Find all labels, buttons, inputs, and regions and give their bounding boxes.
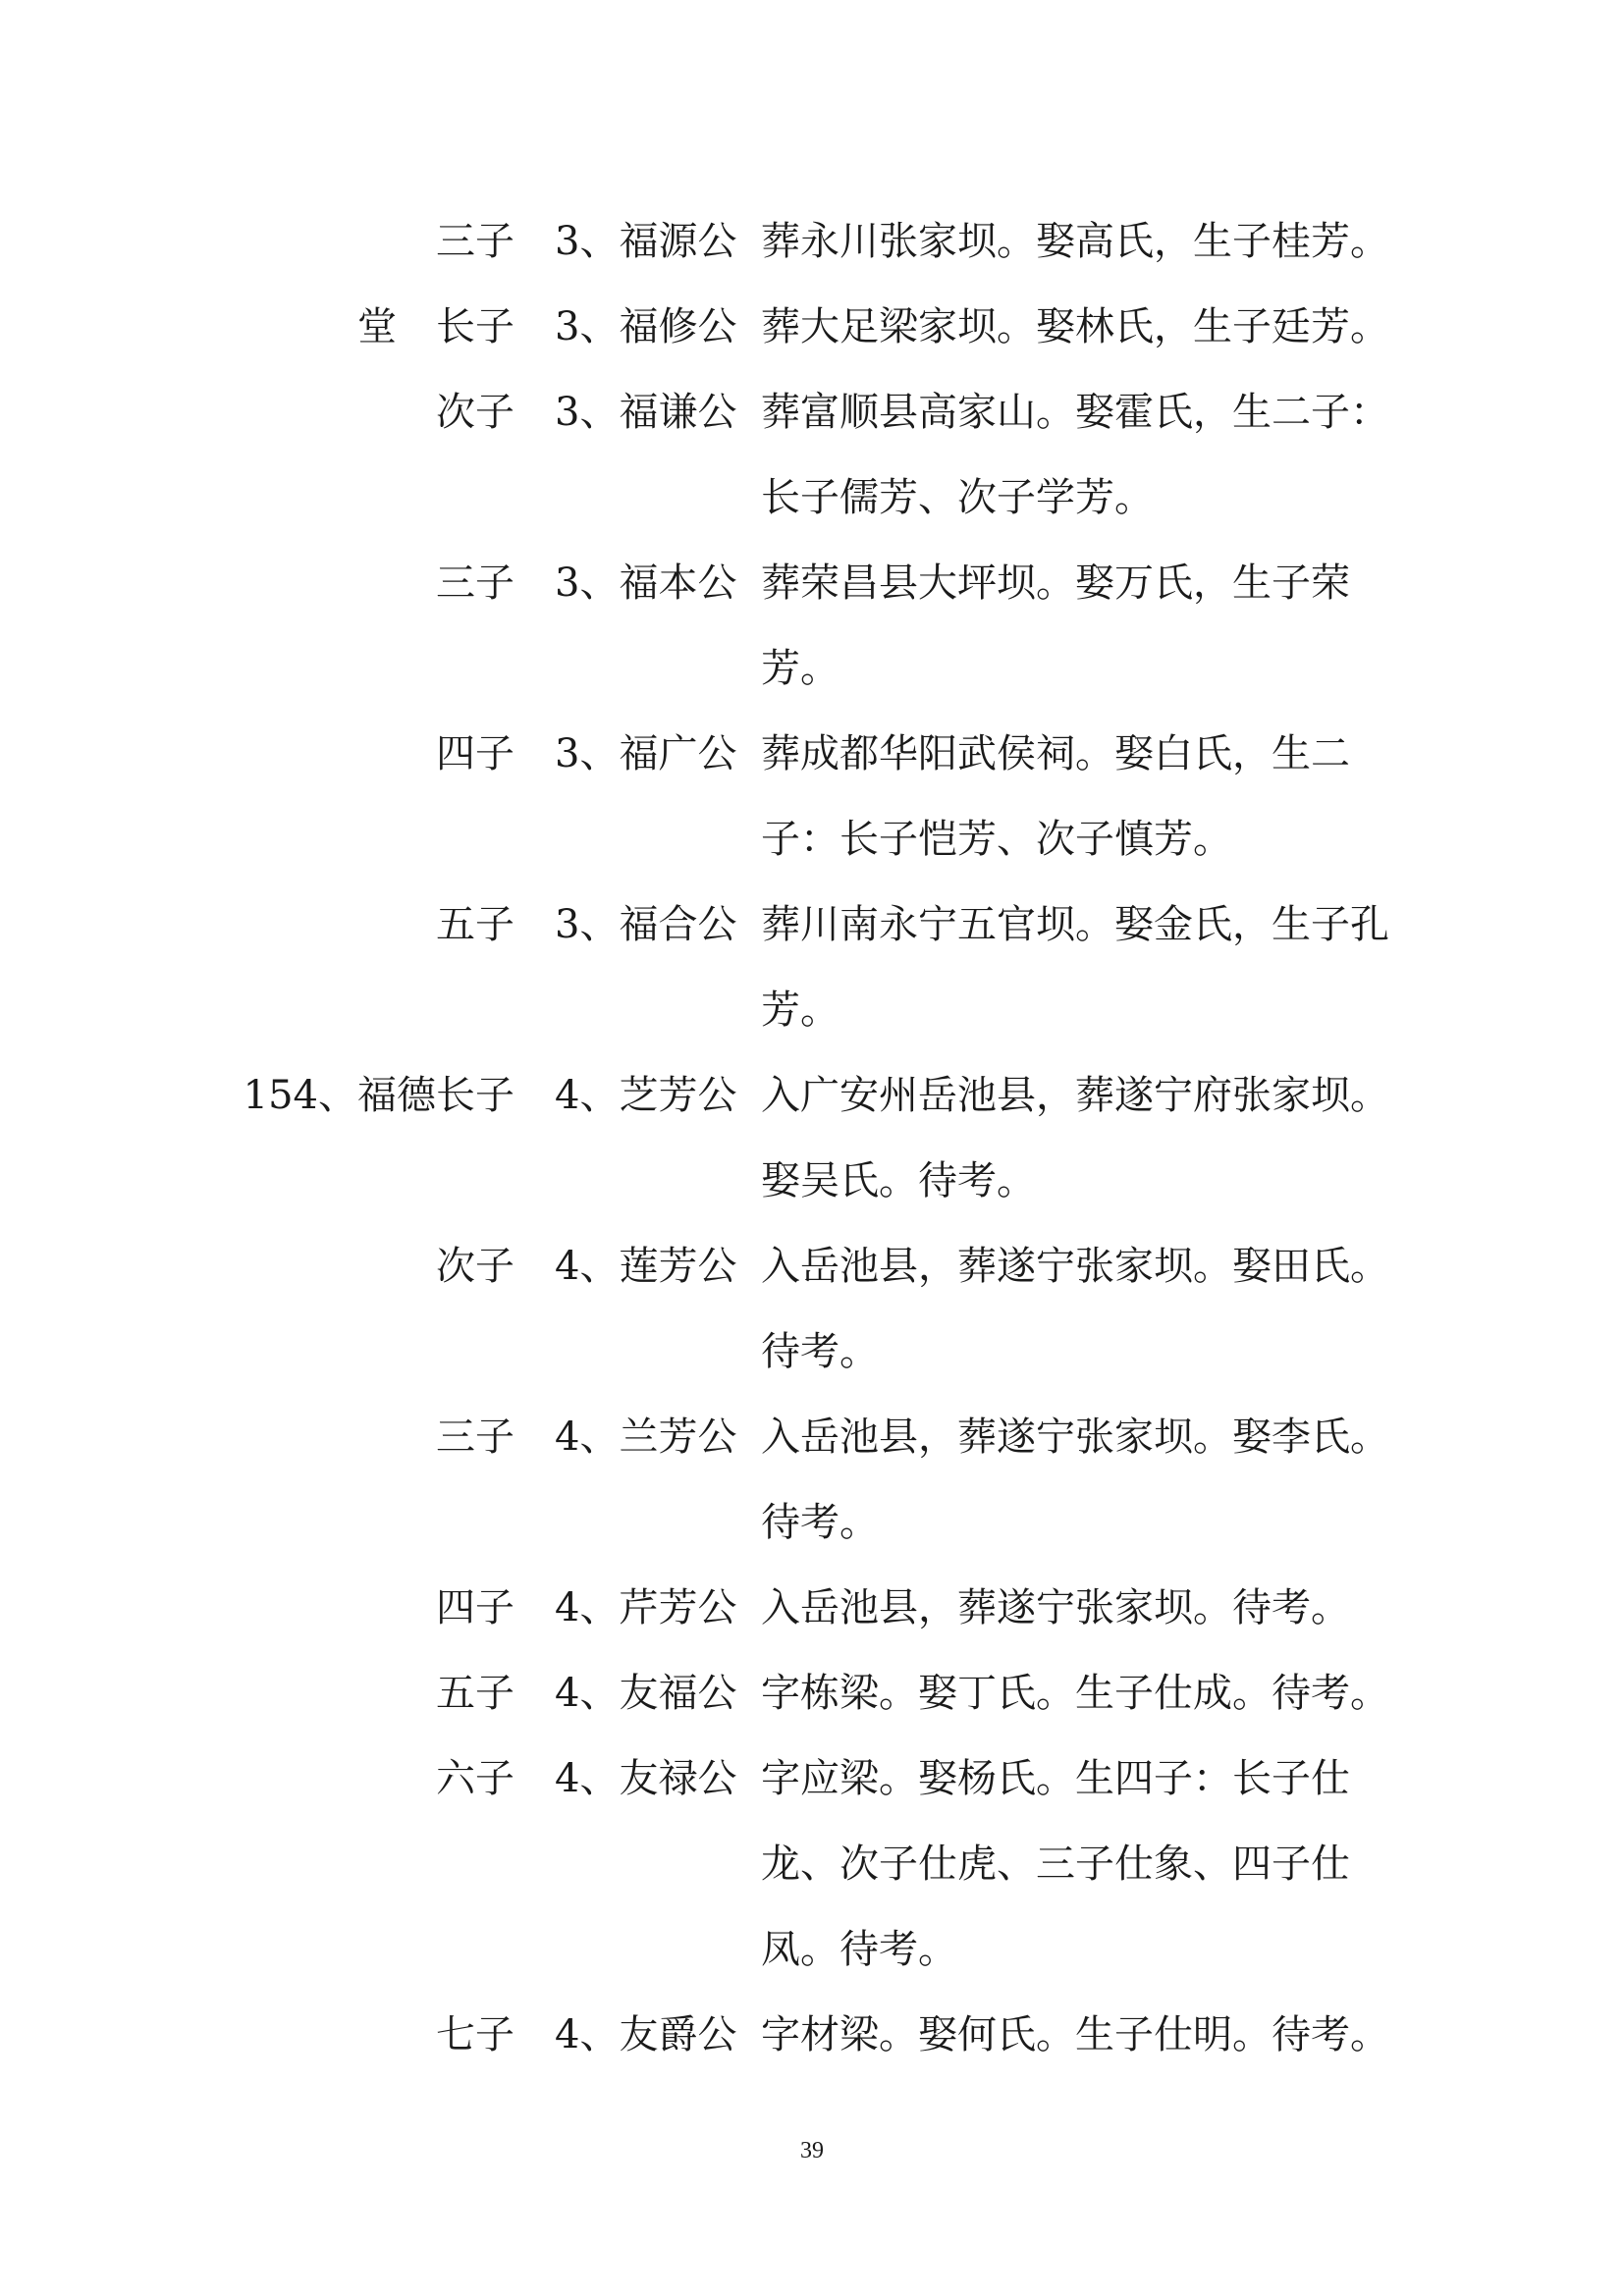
entry-name: 4、芝芳公 (555, 1073, 737, 1118)
entry-text: 葬富顺县高家山。娶霍氏，生二子：长子儒芳、次子学芳。 (761, 390, 1389, 520)
entry-name: 4、友爵公 (555, 2012, 737, 2057)
entry-lead: 三子 (436, 1415, 514, 1460)
entry-text: 葬大足梁家坝。娶林氏，生子廷芳。 (761, 304, 1389, 349)
entry-lead: 六子 (436, 1756, 514, 1801)
entry-text: 字应梁。娶杨氏。生四子：长子仕龙、次子仕虎、三子仕象、四子仕凤。待考。 (761, 1756, 1350, 1972)
entry-name: 4、友禄公 (555, 1756, 737, 1801)
entry-lead: 四子 (436, 1585, 514, 1630)
entry-name: 3、福修公 (555, 304, 737, 349)
entry-name: 4、兰芳公 (555, 1415, 737, 1460)
entry-lead: 154、福德长子 (243, 1073, 514, 1118)
entry-text: 入岳池县，葬遂宁张家坝。娶李氏。待考。 (761, 1415, 1389, 1545)
entry-name: 3、福源公 (555, 219, 737, 264)
entry-lead: 四子 (436, 731, 514, 776)
entry-name: 3、福谦公 (555, 390, 737, 435)
entry-lead: 次子 (436, 390, 514, 435)
entry-name: 4、莲芳公 (555, 1244, 737, 1289)
entry-lead: 三子 (436, 561, 514, 606)
entry-name: 4、友福公 (555, 1671, 737, 1716)
entry-name: 3、福广公 (555, 731, 737, 776)
entry-text: 入岳池县，葬遂宁张家坝。娶田氏。待考。 (761, 1244, 1389, 1374)
entry-lead: 堂 长子 (357, 304, 514, 349)
entry-text: 入岳池县，葬遂宁张家坝。待考。 (761, 1585, 1350, 1630)
entry-text: 入广安州岳池县，葬遂宁府张家坝。娶吴氏。待考。 (761, 1073, 1389, 1203)
entry-text: 葬永川张家坝。娶高氏，生子桂芳。 (761, 219, 1389, 264)
entry-name: 3、福合公 (555, 902, 737, 947)
page-number: 39 (800, 2138, 824, 2163)
entry-text: 字栋梁。娶丁氏。生子仕成。待考。 (761, 1671, 1389, 1716)
entry-lead: 五子 (436, 902, 514, 947)
entry-text: 字材梁。娶何氏。生子仕明。待考。 (761, 2012, 1389, 2057)
entry-lead: 五子 (436, 1671, 514, 1716)
entry-lead: 次子 (436, 1244, 514, 1289)
entry-name: 4、芹芳公 (555, 1585, 737, 1630)
entry-lead: 三子 (436, 219, 514, 264)
entry-name: 3、福本公 (555, 561, 737, 606)
entry-text: 葬荣昌县大坪坝。娶万氏，生子荣芳。 (761, 561, 1350, 691)
entry-text: 葬川南永宁五官坝。娶金氏，生子孔芳。 (761, 902, 1389, 1033)
entry-text: 葬成都华阳武侯祠。娶白氏，生二子：长子恺芳、次子慎芳。 (761, 731, 1350, 862)
entry-lead: 七子 (436, 2012, 514, 2057)
